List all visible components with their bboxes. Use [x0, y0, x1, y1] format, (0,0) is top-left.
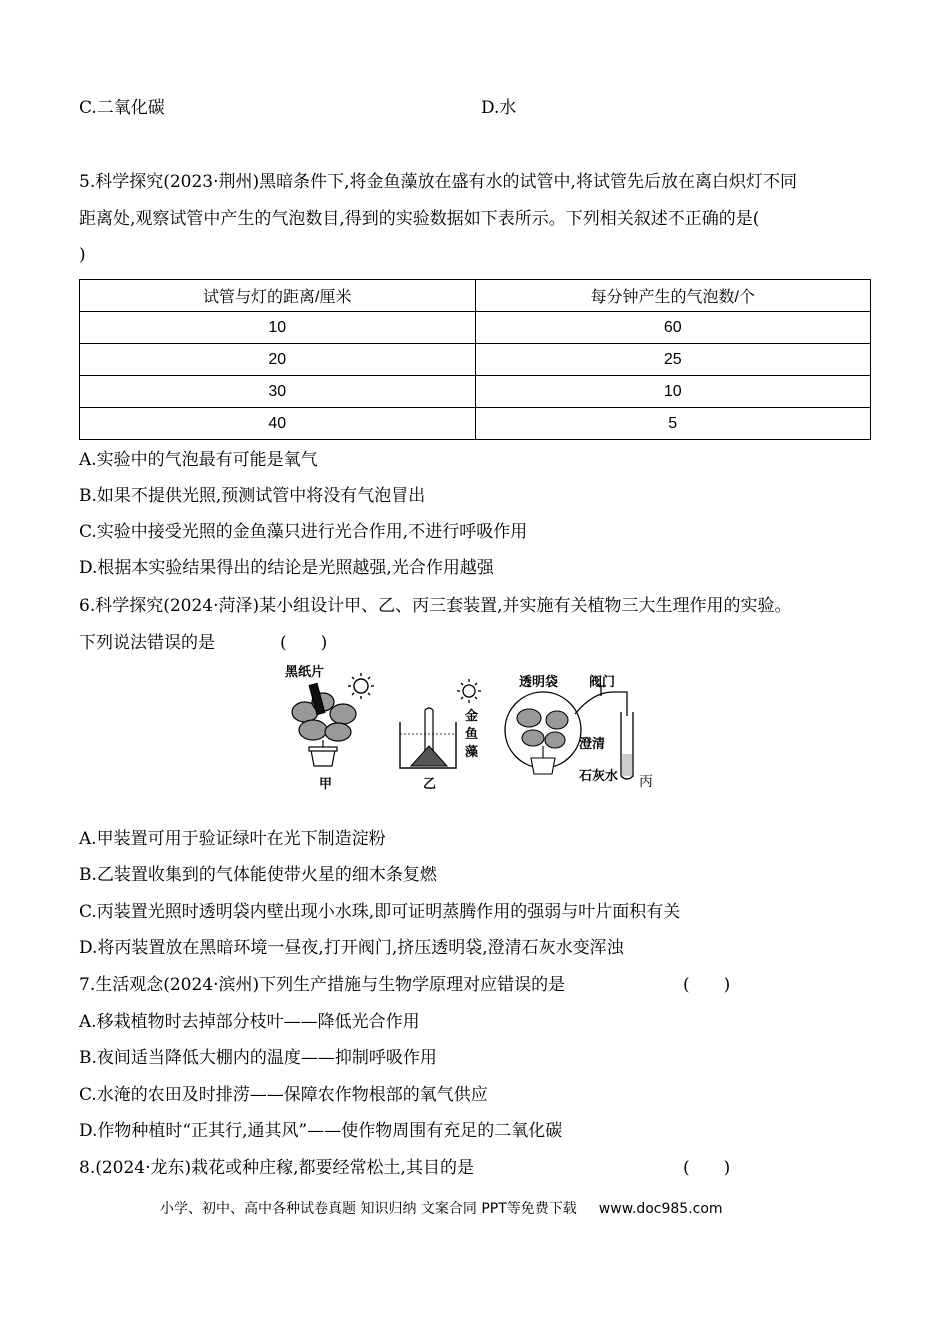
q5-data-table — [79, 279, 871, 440]
q5-option-b: B.如果不提供光照,预测试管中将没有气泡冒出 — [79, 486, 426, 506]
table-cell: 40 — [80, 408, 476, 440]
q6-answer-bracket: ( ) — [280, 633, 328, 653]
table-cell: 10 — [80, 312, 476, 344]
q5-stem-line3: ) — [79, 245, 86, 265]
algae — [411, 746, 447, 766]
q7-option-c: C.水淹的农田及时排涝——保障农作物根部的氧气供应 — [79, 1085, 488, 1105]
option-d-water: D.水 — [481, 98, 517, 118]
q6-apparatus-figure — [283, 662, 673, 797]
sun-icon — [348, 673, 374, 699]
table-row — [80, 376, 871, 408]
label-yi: 乙 — [423, 777, 437, 792]
q7-option-a: A.移栽植物时去掉部分枝叶——降低光合作用 — [79, 1012, 420, 1032]
label-valve: 阀门 — [589, 675, 616, 690]
q7-option-d: D.作物种植时“正其行,通其风”——使作物周围有充足的二氧化碳 — [79, 1121, 563, 1141]
q7-answer-bracket: ( ) — [683, 975, 731, 995]
q8-stem: 8.(2024·龙东)栽花或种庄稼,都要经常松土,其目的是 — [79, 1158, 474, 1178]
q7-option-b: B.夜间适当降低大棚内的温度——抑制呼吸作用 — [79, 1048, 437, 1068]
label-black-paper: 黑纸片 — [285, 665, 325, 680]
q5-option-c: C.实验中接受光照的金鱼藻只进行光合作用,不进行呼吸作用 — [79, 522, 528, 542]
sun-icon — [457, 679, 481, 703]
device-jia — [285, 664, 374, 792]
label-bing: 丙 — [639, 774, 653, 790]
label-zao: 藻 — [465, 745, 479, 760]
table-cell: 60 — [475, 312, 871, 344]
table-row — [80, 312, 871, 344]
q6-option-b: B.乙装置收集到的气体能使带火星的细木条复燃 — [79, 865, 437, 885]
table-cell: 30 — [80, 376, 476, 408]
q5-option-a: A.实验中的气泡最有可能是氧气 — [79, 450, 318, 470]
table-header-distance: 试管与灯的距离/厘米 — [80, 280, 476, 312]
q5-option-d: D.根据本实验结果得出的结论是光照越强,光合作用越强 — [79, 558, 494, 578]
table-row — [80, 408, 871, 440]
q6-option-a: A.甲装置可用于验证绿叶在光下制造淀粉 — [79, 829, 386, 849]
device-yi — [400, 679, 481, 792]
q6-option-c: C.丙装置光照时透明袋内壁出现小水珠,即可证明蒸腾作用的强弱与叶片面积有关 — [79, 902, 681, 922]
q6-stem-line2: 下列说法错误的是 — [79, 633, 215, 653]
table-cell: 25 — [475, 344, 871, 376]
label-yu: 鱼 — [465, 727, 479, 742]
table-cell: 5 — [475, 408, 871, 440]
q8-answer-bracket: ( ) — [683, 1158, 731, 1178]
footer-text: 小学、初中、高中各种试卷真题 知识归纳 文案合同 PPT等免费下载 — [160, 1201, 577, 1217]
option-c-co2: C.二氧化碳 — [79, 98, 165, 118]
label-clear: 澄清 — [579, 737, 606, 752]
label-limewater: 石灰水 — [579, 769, 619, 784]
table-row — [80, 344, 871, 376]
label-jin: 金 — [465, 709, 479, 724]
q5-stem-line1: 5.科学探究(2023·荆州)黑暗条件下,将金鱼藻放在盛有水的试管中,将试管先后放在离白炽灯不同 — [79, 172, 797, 192]
q6-stem-line1: 6.科学探究(2024·菏泽)某小组设计甲、乙、丙三套装置,并实施有关植物三大生理作用的实验。 — [79, 596, 792, 616]
table-header-bubbles: 每分钟产生的气泡数/个 — [475, 280, 871, 312]
q6-option-d: D.将丙装置放在黑暗环境一昼夜,打开阀门,挤压透明袋,澄清石灰水变浑浊 — [79, 938, 624, 958]
device-bing — [505, 674, 653, 790]
plant-jia — [292, 683, 356, 766]
label-bag: 透明袋 — [519, 675, 559, 690]
page-footer — [160, 1198, 723, 1218]
table-cell: 20 — [80, 344, 476, 376]
label-jia: 甲 — [319, 777, 333, 792]
table-header-row — [80, 280, 871, 312]
q7-stem: 7.生活观念(2024·滨州)下列生产措施与生物学原理对应错误的是 — [79, 975, 566, 995]
table-cell: 10 — [475, 376, 871, 408]
footer-site-link[interactable]: www.doc985.com — [598, 1201, 723, 1217]
q5-stem-line2: 距离处,观察试管中产生的气泡数目,得到的实验数据如下表所示。下列相关叙述不正确的是( — [79, 209, 760, 229]
